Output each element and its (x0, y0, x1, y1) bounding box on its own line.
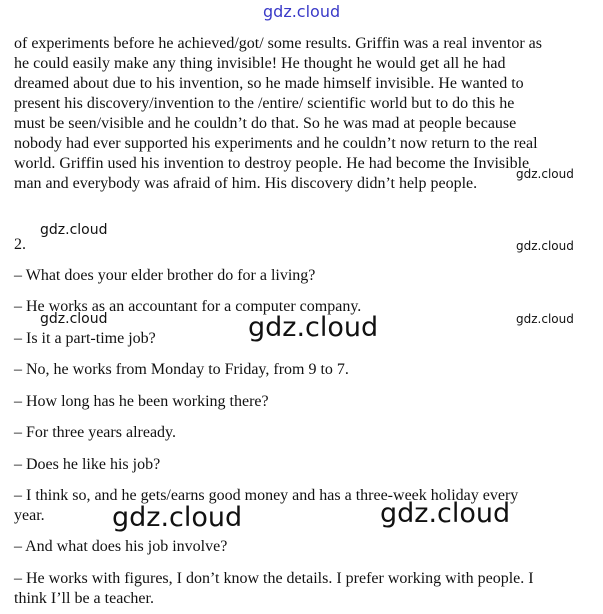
paragraph-line: of experiments before he achieved/got/ some results. Griffin was a real inventor as (14, 35, 542, 52)
watermark: gdz.cloud (40, 222, 108, 238)
dialogue-line: – And what does his job involve? (14, 538, 228, 555)
dialogue-line: – He works with figures, I don’t know the details. I prefer working with people. I (14, 570, 534, 587)
dialogue-line: – For three years already. (14, 424, 176, 441)
paragraph-line: nobody had ever supported his experiments and he couldn’t now return to the real (14, 135, 538, 152)
dialogue-line: – How long has he been working there? (14, 393, 269, 410)
dialogue-line: – Does he like his job? (14, 456, 161, 473)
watermark: gdz.cloud (380, 498, 511, 529)
paragraph-line: present his discovery/invention to the /entire/ scientific world but to do this he (14, 95, 515, 112)
watermark: gdz.cloud (516, 239, 574, 253)
dialogue-line: year. (14, 507, 45, 524)
paragraph-line: world. Griffin used his invention to destroy people. He had become the Invisible (14, 155, 530, 172)
paragraph-line: dreamed about due to his invention, so he made himself invisible. He wanted to (14, 75, 524, 92)
section-number: 2. (14, 236, 26, 253)
dialogue-line: – What does your elder brother do for a living? (14, 267, 316, 284)
watermark: gdz.cloud (516, 167, 574, 181)
paragraph-line: must be seen/visible and he couldn’t do that. So he was mad at people because (14, 115, 517, 132)
watermark-header: gdz.cloud (263, 2, 341, 21)
dialogue-line: – He works as an accountant for a computer company. (14, 298, 362, 315)
paragraph-line: man and everybody was afraid of him. His discovery didn’t help people. (14, 175, 478, 192)
story-paragraph (14, 34, 592, 194)
dialogue-line: – Is it a part-time job? (14, 330, 156, 347)
watermark: gdz.cloud (40, 311, 108, 327)
dialogue-line: – I think so, and he gets/earns good money and has a three-week holiday every (14, 487, 519, 504)
watermark: gdz.cloud (248, 312, 379, 343)
paragraph-line: he could easily make any thing invisible! He thought he would get all he had (14, 55, 506, 72)
dialogue-line: think I’ll be a teacher. (14, 590, 154, 607)
watermark: gdz.cloud (112, 502, 243, 533)
dialogue-line: – No, he works from Monday to Friday, from 9 to 7. (14, 361, 349, 378)
watermark: gdz.cloud (516, 312, 574, 326)
